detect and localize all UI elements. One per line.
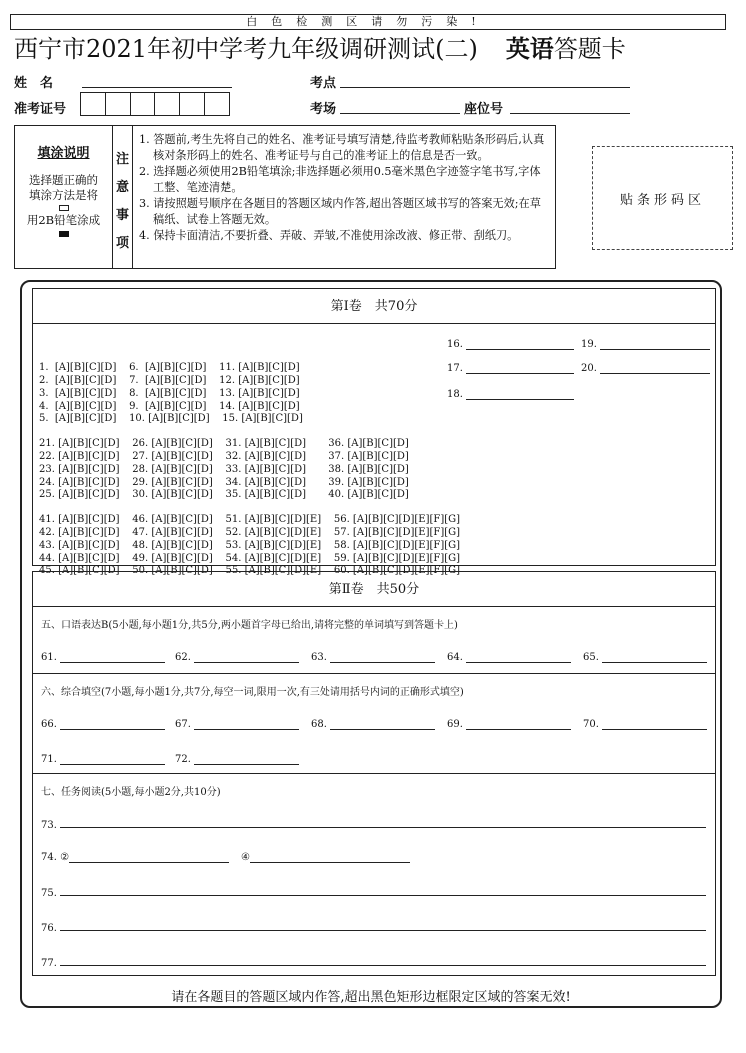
fill-in-18[interactable]: 18. (447, 389, 574, 400)
answer-72[interactable]: 72. (175, 754, 299, 765)
part-5-title: 五、口语表达B(5小题,每小题1分,共5分,两小题首字母已给出,请将完整的单词填写到答题卡上) (41, 620, 458, 631)
part-6-title: 六、综合填空(7小题,每小题1分,共7分,每空一词,限用一次,有三处请用括号内词的正确形式填空) (41, 687, 464, 698)
fill-guide-line1: 选择题正确的 (29, 173, 98, 187)
answer-71[interactable]: 71. (41, 754, 165, 765)
section-1-title: 第Ⅰ卷 共70分 (33, 289, 715, 324)
answer-74a[interactable]: 74. ② (41, 852, 229, 863)
answer-73[interactable]: 73. (41, 818, 707, 831)
section-2-title: 第Ⅱ卷 共50分 (33, 572, 715, 607)
answer-67[interactable]: 67. (175, 719, 299, 730)
title-suffix: 答题卡 (553, 35, 626, 63)
name-label: 姓 名 (14, 76, 54, 91)
answer-61[interactable]: 61. (41, 652, 165, 663)
title-main: 西宁市2021年初中学考九年级调研测试(二) (14, 35, 478, 63)
fill-in-17[interactable]: 17. (447, 363, 574, 374)
answer-75[interactable]: 75. (41, 886, 707, 899)
rule-item: 2. 选择题必须使用2B铅笔填涂;非选择题必须用0.5毫米黑色字迹签字笔书写,字体工整、笔迹清楚。 (139, 165, 541, 194)
filled-box-icon (59, 231, 69, 237)
fill-guide-heading: 填涂说明 (37, 146, 90, 161)
part-6 (33, 674, 715, 774)
notice-label: 注 意 事 项 (113, 126, 133, 268)
room-label: 考场 (310, 102, 337, 117)
venue-field[interactable] (340, 72, 630, 88)
exam-id-label: 准考证号 (14, 102, 67, 117)
seat-label: 座位号 (464, 102, 504, 117)
rule-item: 4. 保持卡面清洁,不要折叠、弄破、弄皱,不准使用涂改液、修正带、刮纸刀。 (139, 229, 519, 242)
answer-77[interactable]: 77. (41, 956, 707, 969)
section-2 (32, 571, 716, 976)
answer-66[interactable]: 66. (41, 719, 165, 730)
answer-70[interactable]: 70. (583, 719, 707, 730)
part-5 (33, 607, 715, 674)
rule-item: 3. 请按照题号顺序在各题目的答题区域内作答,超出答题区域书写的答案无效;在草稿纸、试卷上答题无效。 (139, 197, 541, 226)
choice-block-2[interactable]: 21. [A][B][C][D] 26. [A][B][C][D] 31. [A][B][C][D] 36. [A][B][C][D] 22. [A][B][C][D] 27. [A][B][C][D] 32. [A][B][C][D] 37. [A][B][C][D] 23. [A][B][C][D] 28. [A][B][C][D] 33. [A][B][C][D] 38. [A][B][C][D] 24. [A][B][C][D] 29. [A][B][C][D] 34. [A][B][C][D] 39. [A][B][C][D] 25. [A][B][C][D] 30. [A][B][C][D] 35. [A][B][C][D] 40. [A][B][C][D] (39, 438, 409, 501)
room-field[interactable] (340, 98, 460, 114)
answer-62[interactable]: 62. (175, 652, 299, 663)
fill-guide (15, 126, 113, 268)
answer-64[interactable]: 64. (447, 652, 571, 663)
fill-guide-line2: 填涂方法是将 (29, 188, 98, 202)
rule-item: 1. 答题前,考生先将自己的姓名、准考证号填写清楚,待监考教师粘贴条形码后,认真核对条形码上的姓名、准考证号与自己的准考证上的信息是否一致。 (139, 133, 545, 162)
choice-block-1[interactable]: 1. [A][B][C][D] 6. [A][B][C][D] 11. [A][B][C][D] 2. [A][B][C][D] 7. [A][B][C][D] 12. [A][B][C][D] 3. [A][B][C][D] 8. [A][B][C][D] 13. [A][B][C][D] 4. [A][B][C][D] 9. [A][B][C][D] 14. [A][B][C][D] 5. [A][B][C][D] 10. [A][B][C][D] 15. [A][B][C][D] (39, 362, 303, 425)
section-1 (32, 288, 716, 577)
fill-in-16[interactable]: 16. (447, 339, 574, 350)
fill-in-19[interactable]: 19. (581, 339, 710, 350)
answer-76[interactable]: 76. (41, 921, 707, 934)
top-notice: 白色检测区请勿污染! (10, 14, 726, 30)
page-title (14, 32, 734, 66)
empty-box-icon (59, 205, 69, 211)
footer-note: 请在各题目的答题区域内作答,超出黑色矩形边框限定区域的答案无效! (171, 990, 571, 1005)
choice-block-3[interactable]: 41. [A][B][C][D] 46. [A][B][C][D] 51. [A][B][C][D][E] 56. [A][B][C][D][E][F][G] 42. [A][B][C][D] 47. [A][B][C][D] 52. [A][B][C][D][E] 57. [A][B][C][D][E][F][G] 43. [A][B][C][D] 48. [A][B][C][D] 53. [A][B][C][D][E] 58. [A][B][C][D][E][F][G] 44. [A][B][C][D] 49. [A][B][C][D] 54. [A][B][C][D][E] 59. [A][B][C][D][E][F][G] 45. [A][B][C][D] 50. [A][B][C][D] 55. [A][B][C][D][E] 60. [A][B][C][D][E][F][G] (39, 514, 461, 577)
part-7-title: 七、任务阅读(5小题,每小题2分,共10分) (41, 787, 221, 798)
title-subject: 英语 (505, 35, 554, 63)
answer-69[interactable]: 69. (447, 719, 571, 730)
fill-in-20[interactable]: 20. (581, 363, 710, 374)
name-field[interactable] (82, 72, 232, 88)
venue-label: 考点 (310, 76, 337, 91)
part-7 (33, 774, 715, 977)
barcode-area: 贴条形码区 (592, 146, 733, 250)
answer-65[interactable]: 65. (583, 652, 707, 663)
rules-list (139, 132, 551, 244)
instructions-box (14, 125, 556, 269)
answer-68[interactable]: 68. (311, 719, 435, 730)
answer-63[interactable]: 63. (311, 652, 435, 663)
seat-field[interactable] (510, 98, 630, 114)
exam-id-boxes[interactable] (80, 92, 230, 116)
answer-74b[interactable]: ④ (241, 852, 410, 863)
fill-guide-line3: 用2B铅笔涂成 (26, 213, 101, 227)
